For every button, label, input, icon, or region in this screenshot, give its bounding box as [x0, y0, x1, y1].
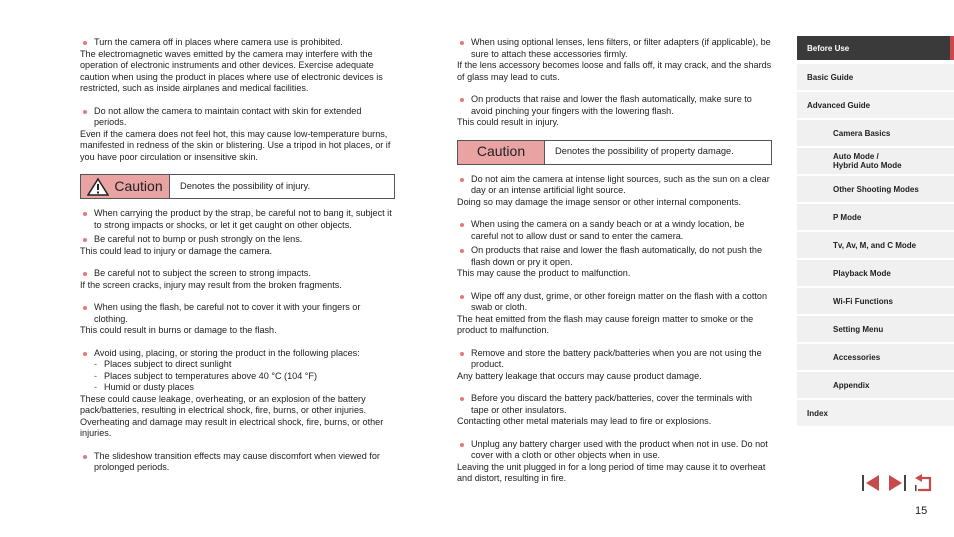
- body-text: Any battery leakage that occurs may cause product damage.: [457, 370, 702, 381]
- sidebar-item-index[interactable]: Index: [797, 400, 954, 426]
- warning-triangle-icon: [87, 178, 109, 196]
- page-number: 15: [915, 505, 928, 517]
- middle-column: [457, 37, 772, 496]
- sidebar-item-other-shooting-modes[interactable]: Other Shooting Modes: [797, 176, 954, 202]
- bullet-text: Do not aim the camera at intense light sources, such as the sun on a clear day or an intense artificial light source.: [457, 174, 772, 197]
- body-text: These could cause leakage, overheating, or an explosion of the battery pack/batteries, resulting in electrical shock, fire, burns, or other injuries. Overheating and damage may result in electrical shock, fire, burns, or other injuries.: [80, 393, 384, 438]
- sidebar-item-p-mode[interactable]: P Mode: [797, 204, 954, 230]
- body-text: Even if the camera does not feel hot, this may cause low-temperature burns, manifested in redness of the skin or blistering. Use a tripod in hot places, or if you have poor circulation or insensitive skin.: [80, 128, 391, 162]
- caution-box-property: [457, 140, 772, 165]
- sub-item: - Humid or dusty places: [94, 382, 395, 394]
- warning-block: [80, 234, 395, 257]
- warning-block: [80, 302, 395, 337]
- sidebar-item-before-use[interactable]: Before Use: [797, 36, 954, 60]
- sidebar-item-camera-basics[interactable]: Camera Basics: [797, 120, 954, 146]
- next-page-icon: [887, 473, 907, 493]
- prev-page-icon: [861, 473, 881, 493]
- bullet-text: Wipe off any dust, grime, or other foreign matter on the flash with a cotton swab or cloth.: [457, 291, 772, 314]
- caution-label: [458, 141, 545, 164]
- return-button[interactable]: [912, 472, 934, 494]
- body-text: If the lens accessory becomes loose and falls off, it may crack, and the shards of glass may lead to cuts.: [457, 60, 772, 82]
- warning-block: [457, 94, 772, 129]
- warning-block: [80, 348, 395, 440]
- sub-list: [94, 359, 395, 394]
- bullet-text: When using optional lenses, lens filters, or filter adapters (if applicable), be sure to attach these accessories firmly.: [457, 37, 772, 60]
- sidebar-item-advanced-guide[interactable]: Advanced Guide: [797, 92, 954, 118]
- caution-description: Denotes the possibility of property damage.: [555, 146, 734, 157]
- bullet-text: Before you discard the battery pack/batteries, cover the terminals with tape or other insulators.: [457, 393, 772, 416]
- sub-item: - Places subject to direct sunlight: [94, 359, 395, 371]
- bullet-text: Avoid using, placing, or storing the product in the following places:: [80, 348, 395, 360]
- sidebar-item-accessories[interactable]: Accessories: [797, 344, 954, 370]
- bullet-text: Be careful not to bump or push strongly on the lens.: [80, 234, 395, 246]
- bullet-text: Do not allow the camera to maintain contact with skin for extended periods.: [80, 106, 395, 129]
- sidebar-item-setting-menu[interactable]: Setting Menu: [797, 316, 954, 342]
- caution-label-text: Caution: [114, 177, 163, 194]
- sidebar-item-playback-mode[interactable]: Playback Mode: [797, 260, 954, 286]
- warning-block: [80, 106, 395, 164]
- bullet-text: The slideshow transition effects may cause discomfort when viewed for prolonged periods.: [80, 451, 395, 474]
- warning-block: [457, 37, 772, 83]
- body-text: The heat emitted from the flash may cause foreign matter to smoke or the product to malfunction.: [457, 313, 754, 335]
- left-column: [80, 37, 395, 485]
- warning-block: [457, 219, 772, 242]
- sidebar-item-wifi-functions[interactable]: Wi-Fi Functions: [797, 288, 954, 314]
- sub-item: - Places subject to temperatures above 40 °C (104 °F): [94, 371, 395, 383]
- next-page-button[interactable]: [886, 472, 908, 494]
- body-text: This could lead to injury or damage the camera.: [80, 245, 273, 256]
- prev-page-button[interactable]: [860, 472, 882, 494]
- bullet-text: When carrying the product by the strap, be careful not to bang it, subject it to strong impacts or shocks, or let it get caught on other objects.: [80, 208, 395, 231]
- warning-block: [457, 439, 772, 485]
- body-text: Doing so may damage the image sensor or other internal components.: [457, 196, 742, 207]
- sidebar-item-basic-guide[interactable]: Basic Guide: [797, 64, 954, 90]
- warning-block: [80, 208, 395, 231]
- body-text: This may cause the product to malfunction.: [457, 268, 631, 278]
- bullet-text: Remove and store the battery pack/batteries when you are not using the product.: [457, 348, 772, 371]
- bullet-text: Turn the camera off in places where camera use is prohibited.: [80, 37, 395, 49]
- warning-block: [457, 348, 772, 383]
- warning-block: [80, 451, 395, 474]
- caution-label-text: Caution: [476, 143, 526, 160]
- body-text: If the screen cracks, injury may result from the broken fragments.: [80, 279, 342, 290]
- body-text: Contacting other metal materials may lead to fire or explosions.: [457, 416, 712, 426]
- body-text: This could result in injury.: [457, 117, 559, 127]
- chapter-sidebar: [797, 36, 954, 428]
- warning-block: [457, 393, 772, 428]
- bullet-text: On products that raise and lower the flash automatically, do not push the flash down or pry it open.: [457, 245, 772, 268]
- page-navigation: [860, 472, 934, 494]
- warning-block: [457, 245, 772, 280]
- sidebar-item-auto-mode[interactable]: [797, 148, 954, 174]
- bullet-text: On products that raise and lower the flash automatically, make sure to avoid pinching your fingers with the lowering flash.: [457, 94, 772, 117]
- sidebar-item-appendix[interactable]: Appendix: [797, 372, 954, 398]
- sidebar-item-label: Auto Mode /: [833, 152, 879, 161]
- return-icon: [913, 473, 933, 493]
- warning-block: [457, 291, 772, 337]
- warning-block: [80, 268, 395, 291]
- warning-block: [457, 174, 772, 209]
- caution-label: [81, 175, 170, 198]
- sidebar-item-tv-av-m-c-mode[interactable]: Tv, Av, M, and C Mode: [797, 232, 954, 258]
- bullet-text: Unplug any battery charger used with the product when not in use. Do not cover with a cloth or other objects when in use.: [457, 439, 772, 462]
- caution-description: Denotes the possibility of injury.: [180, 180, 311, 191]
- bullet-text: Be careful not to subject the screen to strong impacts.: [80, 268, 395, 280]
- warning-block: [80, 37, 395, 95]
- body-text: This could result in burns or damage to the flash.: [80, 325, 277, 335]
- caution-box-injury: [80, 174, 395, 199]
- sidebar-item-label: Hybrid Auto Mode: [833, 161, 902, 170]
- body-text: The electromagnetic waves emitted by the camera may interfere with the operation of electronic instruments and other devices. Exercise adequate caution when using the product in places where use of electronic devices is restricted, such as inside airplanes and medical facilities.: [80, 48, 383, 93]
- bullet-text: When using the camera on a sandy beach or at a windy location, be careful not to allow dust or sand to enter the camera.: [457, 219, 772, 242]
- bullet-text: When using the flash, be careful not to cover it with your fingers or clothing.: [80, 302, 395, 325]
- body-text: Leaving the unit plugged in for a long period of time may cause it to overheat and distort, resulting in fire.: [457, 461, 766, 483]
